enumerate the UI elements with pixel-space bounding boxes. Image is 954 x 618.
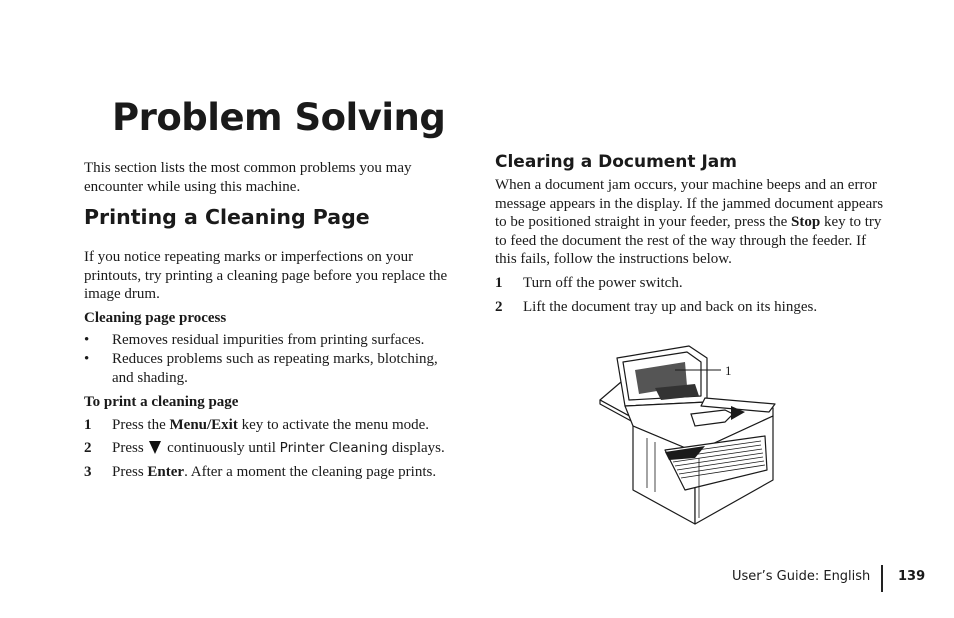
cleaning-bullet-list (84, 331, 459, 387)
section-heading-document-jam: Clearing a Document Jam (495, 152, 737, 172)
list-item: • Reduces problems such as repeating marks, blotching, and shading. (84, 350, 438, 386)
callout-number: 1 (725, 363, 732, 378)
step-item: 1 Turn off the power switch. (495, 274, 683, 291)
step-number: 2 (84, 440, 92, 457)
step-item: 3 Press Enter. After a moment the cleaning page prints. (84, 463, 437, 480)
intro-paragraph: This section lists the most common problems you may encounter while using this machine. (84, 160, 412, 195)
footer-label: User’s Guide: English (732, 569, 871, 584)
cleaning-process-heading: Cleaning page process (84, 309, 227, 326)
fax-machine-illustration (595, 340, 795, 530)
key-name: Enter (147, 463, 185, 480)
page-title: Problem Solving (112, 96, 446, 139)
cleaning-section (84, 248, 459, 487)
key-name: Stop (791, 214, 821, 231)
cleaning-steps-list (84, 416, 459, 482)
down-arrow-icon (149, 441, 161, 454)
bullet-icon: • (84, 350, 90, 367)
key-name: Menu/Exit (169, 416, 238, 433)
step-number: 3 (84, 463, 92, 480)
footer-divider (881, 565, 883, 592)
page-number: 139 (898, 569, 926, 584)
steps-heading: To print a cleaning page (84, 394, 239, 411)
cleaning-paragraph: If you notice repeating marks or imperfections on your printouts, try printing a cleaning page before you replace the image drum. (84, 249, 448, 303)
jam-section (495, 176, 887, 321)
section-heading-cleaning: Printing a Cleaning Page (84, 205, 370, 229)
step-number: 1 (84, 416, 92, 433)
step-number: 1 (495, 274, 503, 291)
menu-option-text: Printer Cleaning (279, 440, 389, 457)
step-item: 2 Press continuously until Printer Cleaning displays. (84, 440, 445, 457)
bullet-icon: • (84, 332, 90, 349)
jam-steps-list (495, 274, 887, 316)
step-item: 1 Press the Menu/Exit key to activate the menu mode. (84, 416, 430, 433)
jam-paragraph: When a document jam occurs, your machine beeps and an error message appears in the display. If the jammed document appears to be positioned straight in your feeder, press the Stop key to try to feed the document the rest of the way through the feeder. If this fails, follow the instructions below. (495, 177, 884, 268)
step-number: 2 (495, 298, 503, 315)
step-item: 2 Lift the document tray up and back on its hinges. (495, 298, 818, 315)
list-item: • Removes residual impurities from printing surfaces. (84, 332, 425, 349)
